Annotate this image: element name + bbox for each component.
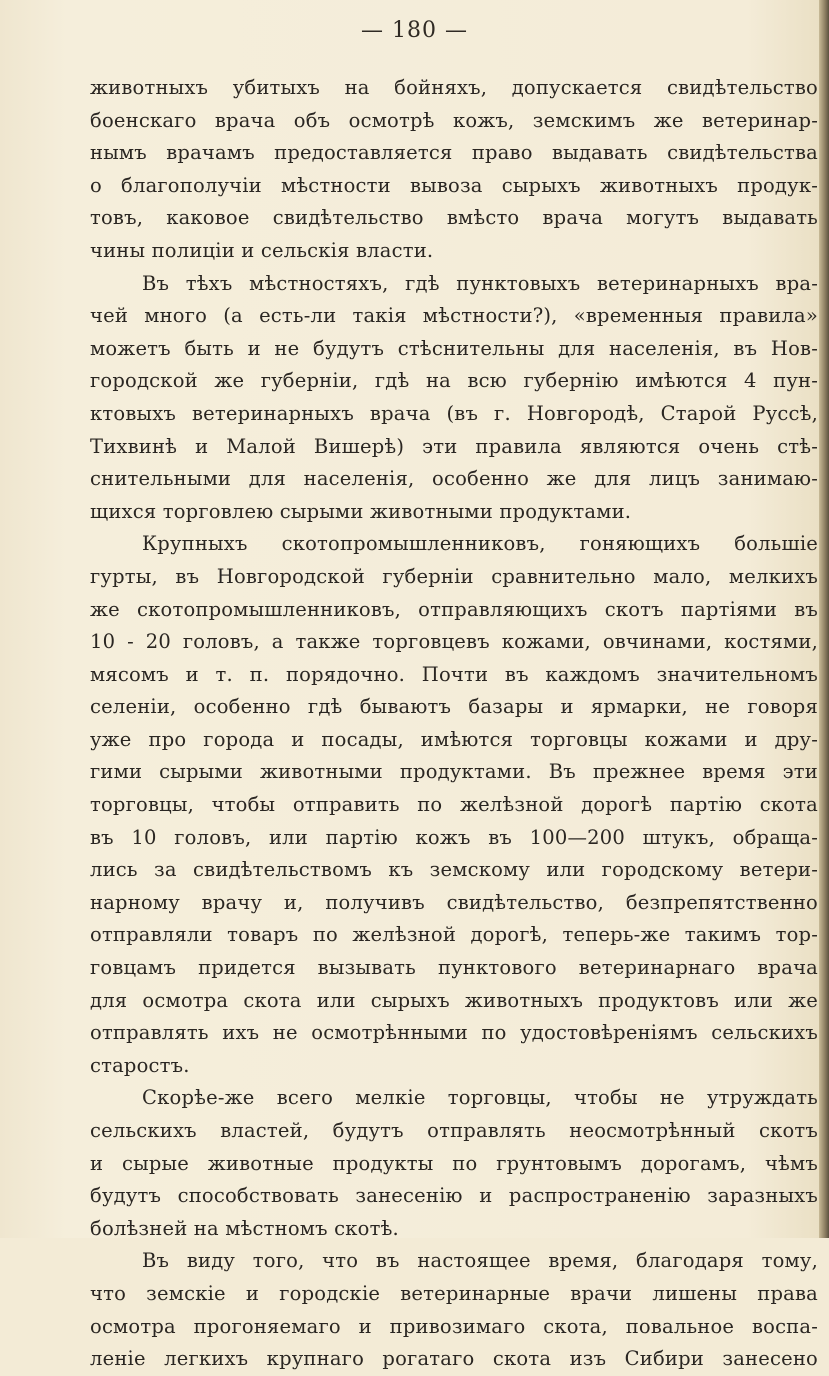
text-line-22: гими сырыми животными продуктами. Въ прежнее время эти (90, 760, 818, 784)
text-line-28: говцамъ придется вызывать пунктового ветеринарнаго врача (90, 956, 818, 980)
text-line-2: боенскаго врача объ осмотрѣ кожъ, земскимъ же ветеринар- (90, 108, 818, 132)
text-line-30: отправлять ихъ не осмотрѣнными по удостовѣреніямъ сельскихъ (90, 1021, 818, 1045)
text-line-15: Крупныхъ скотопромышленниковъ, гоняющихъ большіе (142, 532, 818, 556)
text-line-3: нымъ врачамъ предоставляется право выдавать свидѣтельства (90, 141, 818, 165)
text-line-37: Въ виду того, что въ настоящее время, благодаря тому, (142, 1249, 818, 1273)
text-line-35: будутъ способствовать занесенію и распространенію заразныхъ (90, 1184, 818, 1208)
text-line-16: гурты, въ Новгородской губерніи сравнительно мало, мелкихъ (90, 564, 818, 588)
text-line-20: селеніи, особенно гдѣ бываютъ базары и ярмарки, не говоря (90, 695, 818, 719)
text-line-36: болѣзней на мѣстномъ скотѣ. (90, 1216, 399, 1240)
text-line-12: Тихвинѣ и Малой Вишерѣ) эти правила являются очень стѣ- (90, 434, 818, 458)
text-line-18: 10 - 20 головъ, а также торговцевъ кожами, овчинами, костями, (90, 630, 818, 654)
text-line-38: что земскіе и городскіе ветеринарные врачи лишены права (90, 1281, 818, 1305)
text-line-27: отправляли товаръ по желѣзной дорогѣ, теперь-же такимъ тор- (90, 923, 818, 947)
body-text (90, 72, 818, 1376)
text-line-19: мясомъ и т. п. порядочно. Почти въ каждомъ значительномъ (90, 662, 818, 686)
text-line-25: лись за свидѣтельствомъ къ земскому или городскому ветери- (90, 858, 818, 882)
text-line-21: уже про города и посады, имѣются торговцы кожами и дру- (90, 727, 818, 751)
text-line-26: нарному врачу и, получивъ свидѣтельство, безпрепятственно (90, 890, 818, 914)
text-line-5: товъ, каковое свидѣтельство вмѣсто врача могутъ выдавать (90, 206, 818, 230)
text-line-13: снительными для населенія, особенно же для лицъ занимаю- (90, 467, 818, 491)
text-line-39: осмотра прогоняемаго и привозимаго скота, повальное воспа- (90, 1314, 818, 1338)
text-line-4: о благополучіи мѣстности вывоза сырыхъ животныхъ продук- (90, 173, 818, 197)
book-spine-shadow (819, 0, 829, 1238)
text-line-14: щихся торговлею сырыми животными продуктами. (90, 499, 632, 523)
text-line-34: и сырые животные продукты по грунтовымъ дорогамъ, чѣмъ (90, 1151, 818, 1175)
text-line-23: торговцы, чтобы отправить по желѣзной дорогѣ партію скота (90, 793, 818, 817)
text-line-17: же скотопромышленниковъ, отправляющихъ скотъ партіями въ (90, 597, 818, 621)
text-line-1: животныхъ убитыхъ на бойняхъ, допускается свидѣтельство (90, 76, 818, 99)
text-line-24: въ 10 головъ, или партію кожъ въ 100—200 штукъ, обраща- (90, 825, 818, 849)
text-line-31: старостъ. (90, 1053, 190, 1077)
text-line-29: для осмотра скота или сырыхъ животныхъ продуктовъ или же (90, 988, 818, 1012)
text-line-6: чины полиціи и сельскія власти. (90, 238, 434, 262)
text-line-8: чей много (а есть-ли такія мѣстности?), «временныя правила» (90, 304, 818, 328)
page-number: — 180 — (361, 18, 468, 43)
text-line-9: можетъ быть и не будутъ стѣснительны для населенія, въ Нов- (90, 336, 818, 360)
text-line-11: ктовыхъ ветеринарныхъ врача (въ г. Новгородѣ, Старой Руссѣ, (90, 401, 818, 425)
text-line-7: Въ тѣхъ мѣстностяхъ, гдѣ пунктовыхъ ветеринарныхъ вра- (142, 271, 818, 295)
text-line-40: леніе легкихъ крупнаго рогатаго скота изъ Сибири занесено (90, 1347, 818, 1371)
text-line-33: сельскихъ властей, будутъ отправлять неосмотрѣнный скотъ (90, 1119, 818, 1142)
text-line-10: городской же губерніи, гдѣ на всю губернію имѣются 4 пун- (90, 369, 818, 393)
text-line-32: Скорѣе-же всего мелкіе торговцы, чтобы не утруждать (142, 1086, 818, 1110)
